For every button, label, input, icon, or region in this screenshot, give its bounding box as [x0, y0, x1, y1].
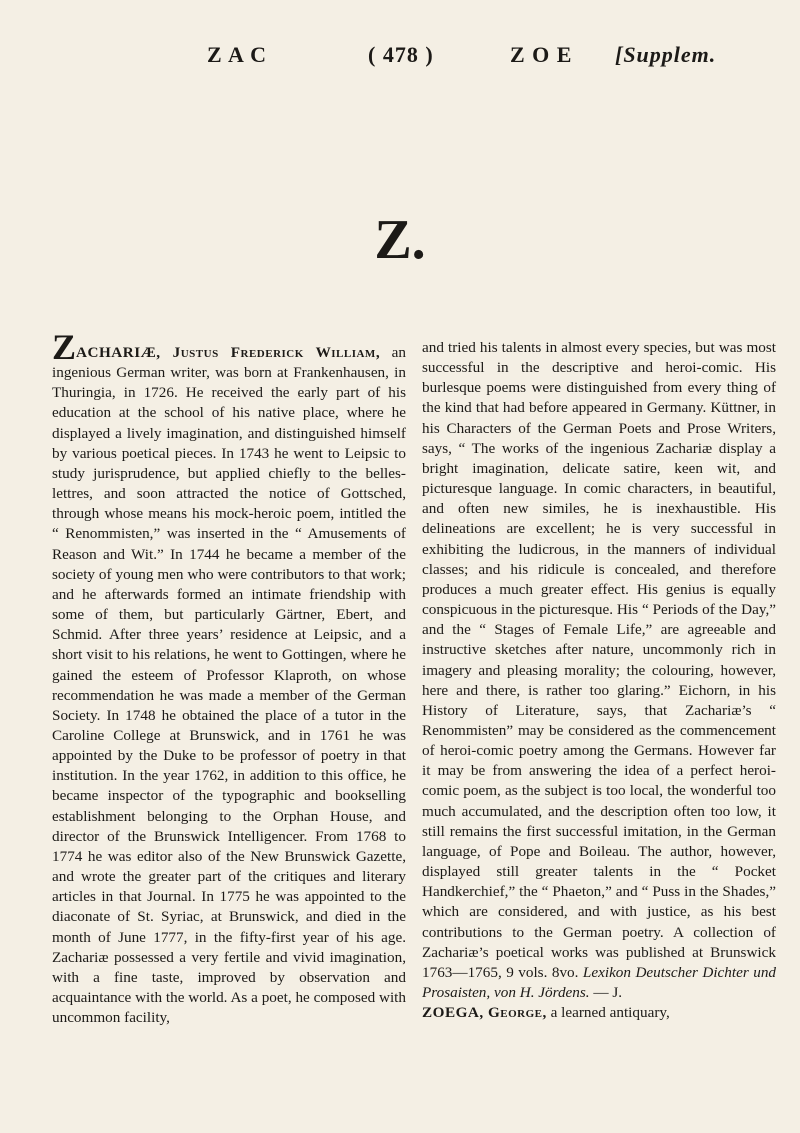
- entry-zachariae-part1: [52, 327, 407, 1028]
- entry-zachariae-part2: [422, 338, 776, 1003]
- running-header: [0, 42, 800, 78]
- entry-text-zachariae-right: and tried his talents in almost every species, but was most successful in the descriptive and heroi-comic. His burlesque poems were distinguished from every thing of the kind that had before appeared in Germany. Küttner, in his Characters of the German Poets and Prose Writers, says, “ The works of the ingenious Zachariæ display a bright imagination, delicate satire, keen wit, and picturesque language. In comic characters, in beautiful, and often new similes, he is inexhaustible. His delineations are excellent; he is very successful in exhibiting the ludicrous, in the manners of individual classes; and his ridicule is concealed, and therefore produces a much greater effect. His genius is equally conspicuous in the picturesque. His “ Periods of the Day,” and the “ Stages of Female Life,” are agreeable and instructive sketches after nature, uncommonly rich in imagery and pleasing morality; the colouring, however, here and there, is rather too glaring.” Eichorn, in his History of Literature, says, that Zachariæ’s “ Renommisten” may be considered as the commencement of heroi-comic poetry among the Germans. However far it may be from answering the idea of a perfect heroi-comic poem, as the subject is too local, the wonderful too much accumulated, and the description often too low, it still remains the first successful imitation, in the German language, of Pope and Boileau. The author, however, displayed still greater talents in the “ Pocket Handkerchief,” the “ Phaeton,” and “ Puss in the Shades,” which are considered, and with justice, as his best contributions to the German poetry. A collection of Zachariæ’s poetical works was published at Brunswick 1763—1765, 9 vols. 8vo.: [422, 339, 776, 981]
- column-left: [52, 327, 407, 1028]
- header-supplement: [Supplem.: [615, 42, 717, 67]
- header-left: Z A C: [207, 42, 268, 67]
- entry-text-zoega: a learned antiquary,: [550, 1004, 670, 1022]
- entry-citation-end: — J.: [593, 984, 623, 1001]
- entry-headword-zoega: ZOEGA, George,: [422, 1004, 547, 1022]
- header-right: Z O E: [510, 42, 573, 67]
- drop-cap: Z: [52, 327, 77, 367]
- page-number: ( 478 ): [368, 42, 434, 67]
- entry-headword-zachariae: ACHARIÆ, Justus Frederick William,: [76, 344, 381, 361]
- entry-citation: Lexikon Deutscher Dichter und Prosaisten, von H. Jördens.: [422, 963, 777, 1001]
- section-letter: Z.: [374, 209, 426, 271]
- column-right: [422, 338, 776, 1023]
- entry-text-zachariae-left: an ingenious German writer, was born at Frankenhausen, in Thuringia, in 1726. He received the early part of his education at the school of his native place, where he displayed a lively imagination, and distinguished himself by various poetical pieces. In 1743 he went to Leipsic to study jurisprudence, but applied chiefly to the belles-lettres, and soon attracted the notice of Gottsched, through whose means his mock-heroic poem, intitled the “ Renommisten,” was inserted in the “ Amusements of Reason and Wit.” In 1744 he became a member of the society of young men who were contributors to that work; and he afterwards formed an intimate friendship with some of them, but particularly Gärtner, Ebert, and Schmid. After three years’ residence at Leipsic, and a short visit to his relations, he went to Gottingen, where he gained the esteem of Professor Klaproth, on whose recommendation he was made a member of the German Society. In 1748 he obtained the place of a tutor in the Caroline College at Brunswick, and in 1761 he was appointed by the Duke to be professor of poetry in that institution. In the year 1762, in addition to this office, he became inspector of the typographic and bookselling establishment belonging to the Orphan House, and director of the Brunswick Intelligencer. From 1768 to 1774 he was editor also of the New Brunswick Gazette, and wrote the greater part of the critiques and literary articles in that Journal. In 1775 he was appointed to the diaconate of St. Syriac, at Brunswick, and died in the month of June 1777, in the fifty-first year of his age. Zachariæ possessed a very fertile and vivid imagination, with a fine taste, improved by observation and acquaintance with the world. As a poet, he composed with uncommon facility,: [52, 344, 407, 1027]
- entry-zoega: [422, 1003, 776, 1023]
